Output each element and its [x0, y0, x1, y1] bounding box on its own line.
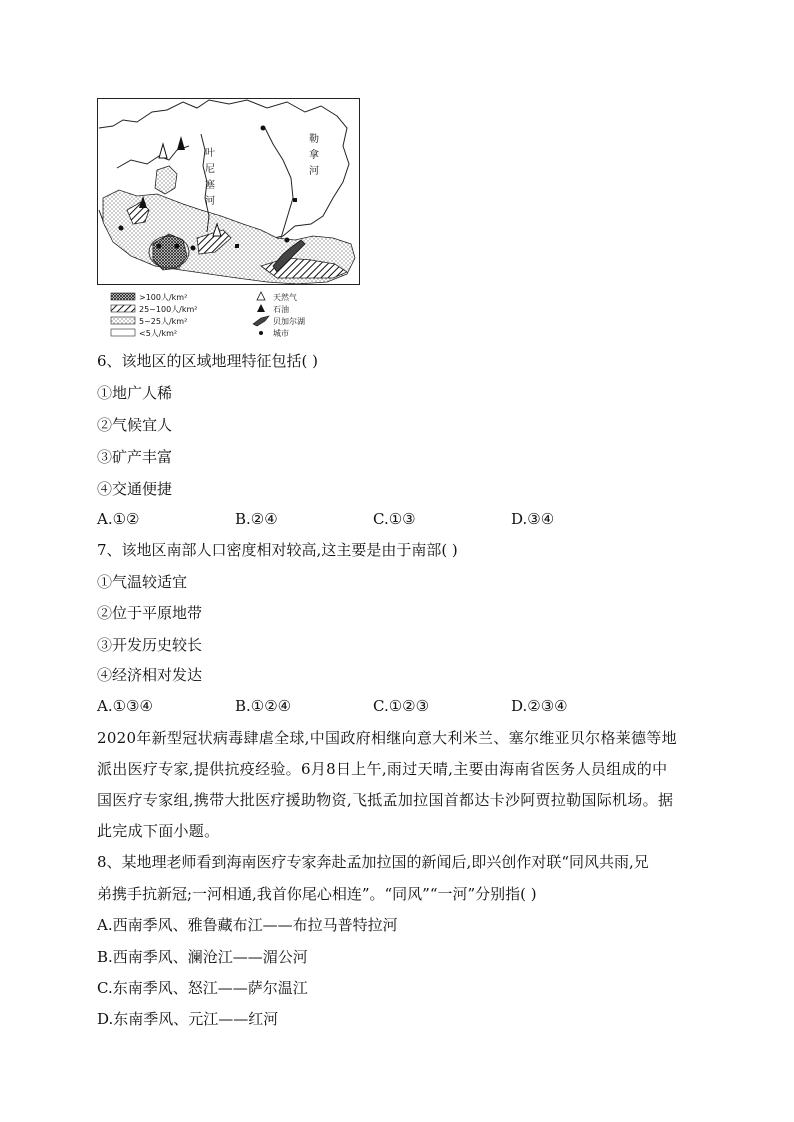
- legend-oil-icon: [257, 304, 265, 312]
- legend-sparse: <5人/km²: [139, 329, 178, 338]
- passage: [97, 723, 697, 847]
- q8-stem-line-2: 弟携手抗新冠;一河相通,我首你尾心相连”。“同风”“一河”分别指( ): [97, 885, 537, 903]
- legend-light: 5~25人/km²: [139, 317, 188, 326]
- city-dot: [175, 244, 180, 249]
- city-square: [293, 198, 297, 202]
- q6-item-2: ②气候宜人: [97, 416, 173, 434]
- legend-city-icon: [259, 331, 263, 335]
- legend-dense: >100人/km²: [139, 293, 188, 302]
- lena-label: 勒 拿 河: [309, 134, 319, 177]
- passage-line-1: 2020年新型冠状病毒肆虐全球,中国政府相继向意大利米兰、塞尔维亚贝尔格莱德等地: [97, 729, 677, 747]
- legend-gas-icon: [257, 292, 265, 300]
- city-dot: [119, 226, 124, 231]
- map-svg: [97, 98, 365, 338]
- q7-item-1: ①气温较适宜: [97, 573, 188, 591]
- q6-stem: 6、该地区的区域地理特征包括( ): [97, 352, 319, 370]
- legend-medium: 25~100人/km²: [139, 305, 198, 314]
- q8-option-b[interactable]: B.西南季风、澜沧江——湄公河: [97, 948, 308, 966]
- q7-option-b[interactable]: B.①②④: [235, 697, 292, 715]
- legend-oil: 石油: [273, 305, 289, 314]
- q6-item-4: ④交通便捷: [97, 480, 173, 498]
- q8-stem-line-1: 8、某地理老师看到海南医疗专家奔赴孟加拉国的新闻后,即兴创作对联“同风共雨,兄: [97, 853, 649, 871]
- q6-option-d[interactable]: D.③④: [511, 510, 555, 528]
- q7-item-2: ②位于平原地带: [97, 604, 203, 622]
- city-dot: [157, 244, 162, 249]
- siberia-map-figure: [97, 98, 365, 338]
- q7-option-a[interactable]: A.①③④: [97, 697, 153, 715]
- q7-option-d[interactable]: D.②③④: [511, 697, 568, 715]
- q6-options: [97, 509, 697, 529]
- q7-options: [97, 696, 697, 716]
- q8-option-d[interactable]: D.东南季风、元江——红河: [97, 1010, 279, 1028]
- city-square: [235, 244, 239, 248]
- legend-lake-icon: [253, 316, 269, 326]
- legend-city: 城市: [273, 329, 289, 338]
- q8-option-a[interactable]: A.西南季风、雅鲁藏布江——布拉马普特拉河: [97, 916, 398, 934]
- q8-option-c[interactable]: C.东南季风、怒江——萨尔温江: [97, 979, 308, 997]
- map-legend: [111, 292, 305, 338]
- q7-stem: 7、该地区南部人口密度相对较高,这主要是由于南部( ): [97, 541, 458, 559]
- city-dot: [285, 238, 290, 243]
- city-dot: [261, 126, 266, 131]
- passage-line-2: 派出医疗专家,提供抗疫经验。6月8日上午,雨过天晴,主要由海南省医务人员组成的中: [97, 760, 668, 778]
- q6-option-a[interactable]: A.①②: [97, 510, 140, 528]
- q7-item-3: ③开发历史较长: [97, 636, 203, 654]
- legend-lake: 贝加尔湖: [273, 317, 305, 326]
- q6-item-3: ③矿产丰富: [97, 448, 173, 466]
- passage-line-3: 国医疗专家组,携带大批医疗援助物资,飞抵孟加拉国首都达卡沙阿贾拉勒国际机场。据: [97, 791, 674, 809]
- q6-item-1: ①地广人稀: [97, 384, 173, 402]
- legend-gas: 天然气: [273, 293, 297, 302]
- q7-item-4: ④经济相对发达: [97, 666, 203, 684]
- city-dot: [191, 246, 196, 251]
- q6-option-b[interactable]: B.②④: [235, 510, 278, 528]
- yenisei-label: 叶 尼 塞 河: [205, 148, 215, 207]
- passage-line-4: 此完成下面小题。: [97, 822, 220, 840]
- q7-option-c[interactable]: C.①②③: [373, 697, 430, 715]
- q6-option-c[interactable]: C.①③: [373, 510, 416, 528]
